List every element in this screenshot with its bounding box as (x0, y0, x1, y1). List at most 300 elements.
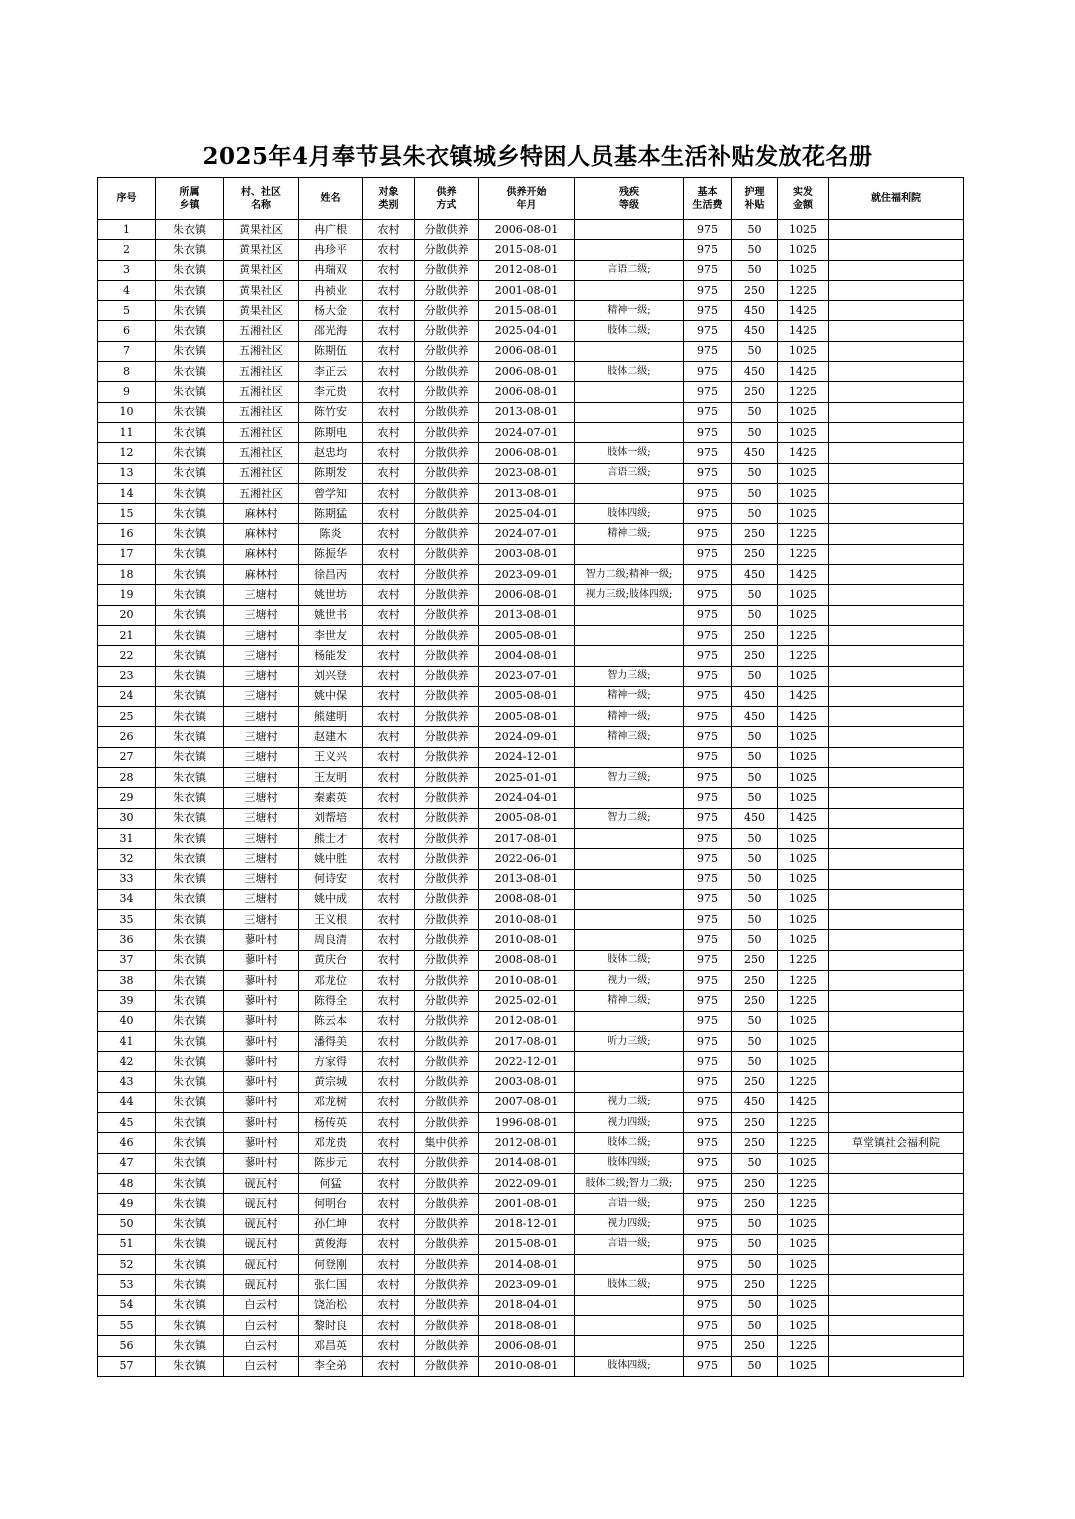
col-disability-cell: 肢体二级; (575, 1133, 684, 1153)
col-welfare-home-header (829, 178, 964, 220)
col-category-cell: 农村 (363, 788, 415, 808)
col-village-cell: 黄果社区 (224, 220, 299, 240)
col-category-cell: 农村 (363, 1011, 415, 1031)
col-basic-living-cell: 975 (684, 910, 732, 930)
col-basic-living-cell: 975 (684, 1275, 732, 1295)
col-category-cell: 农村 (363, 504, 415, 524)
col-basic-living-cell: 975 (684, 768, 732, 788)
col-start-date-cell: 2024-09-01 (479, 727, 575, 747)
col-village-cell: 砚瓦村 (224, 1214, 299, 1234)
col-town-cell: 朱衣镇 (156, 1356, 224, 1376)
col-basic-living-cell: 975 (684, 666, 732, 686)
col-name-cell: 熊士才 (299, 828, 363, 848)
table-row (98, 483, 964, 503)
col-town-cell: 朱衣镇 (156, 443, 224, 463)
table-row (98, 301, 964, 321)
col-welfare-home-cell (829, 362, 964, 382)
col-town-cell: 朱衣镇 (156, 1255, 224, 1275)
col-town-cell: 朱衣镇 (156, 341, 224, 361)
col-index-cell: 56 (98, 1336, 156, 1356)
col-index-cell: 10 (98, 402, 156, 422)
col-start-date-cell: 2006-08-01 (479, 585, 575, 605)
col-support-mode-cell: 分散供养 (415, 1092, 479, 1112)
col-welfare-home-cell (829, 565, 964, 585)
col-support-mode-cell: 分散供养 (415, 849, 479, 869)
col-town-cell: 朱衣镇 (156, 220, 224, 240)
table-row (98, 605, 964, 625)
col-basic-living-header (684, 178, 732, 220)
col-village-cell: 三塘村 (224, 788, 299, 808)
col-index-cell: 39 (98, 991, 156, 1011)
col-village-cell: 三塘村 (224, 910, 299, 930)
table-row (98, 991, 964, 1011)
col-village-cell: 麻林村 (224, 565, 299, 585)
header-label-line2: 等级 (619, 199, 639, 211)
col-village-cell: 白云村 (224, 1316, 299, 1336)
col-village-cell: 三塘村 (224, 889, 299, 909)
col-nursing-cell: 50 (732, 402, 778, 422)
col-disability-cell (575, 422, 684, 442)
col-support-mode-cell: 分散供养 (415, 666, 479, 686)
table-row (98, 260, 964, 280)
col-total-cell: 1025 (778, 666, 829, 686)
col-total-cell: 1025 (778, 1214, 829, 1234)
col-category-cell: 农村 (363, 1072, 415, 1092)
col-town-cell: 朱衣镇 (156, 625, 224, 645)
col-nursing-cell: 50 (732, 1316, 778, 1336)
col-town-cell: 朱衣镇 (156, 991, 224, 1011)
col-town-cell: 朱衣镇 (156, 970, 224, 990)
col-town-cell: 朱衣镇 (156, 1194, 224, 1214)
col-village-cell: 三塘村 (224, 686, 299, 706)
col-total-cell: 1425 (778, 301, 829, 321)
col-index-cell: 47 (98, 1153, 156, 1173)
col-index-cell: 53 (98, 1275, 156, 1295)
col-start-date-cell: 2022-12-01 (479, 1052, 575, 1072)
col-support-mode-cell: 分散供养 (415, 707, 479, 727)
table-row (98, 930, 964, 950)
col-index-cell: 41 (98, 1031, 156, 1051)
col-name-cell: 何猛 (299, 1173, 363, 1193)
col-index-cell: 18 (98, 565, 156, 585)
col-welfare-home-cell (829, 1234, 964, 1254)
table-row (98, 280, 964, 300)
col-welfare-home-cell (829, 768, 964, 788)
col-support-mode-cell: 分散供养 (415, 788, 479, 808)
col-support-mode-cell: 分散供养 (415, 1234, 479, 1254)
col-welfare-home-cell (829, 747, 964, 767)
col-nursing-cell: 250 (732, 625, 778, 645)
col-support-mode-header (415, 178, 479, 220)
col-category-cell: 农村 (363, 1031, 415, 1051)
col-total-cell: 1025 (778, 1234, 829, 1254)
col-support-mode-cell: 分散供养 (415, 1031, 479, 1051)
col-category-cell: 农村 (363, 646, 415, 666)
col-start-date-cell: 2006-08-01 (479, 1336, 575, 1356)
col-welfare-home-cell (829, 260, 964, 280)
col-disability-cell: 精神一级; (575, 707, 684, 727)
col-basic-living-cell: 975 (684, 260, 732, 280)
col-start-date-cell: 2025-04-01 (479, 504, 575, 524)
col-name-cell: 张仁国 (299, 1275, 363, 1295)
col-index-cell: 1 (98, 220, 156, 240)
col-basic-living-cell: 975 (684, 524, 732, 544)
col-category-cell: 农村 (363, 808, 415, 828)
header-label-line1: 姓名 (320, 193, 341, 204)
col-welfare-home-cell (829, 707, 964, 727)
col-support-mode-cell: 分散供养 (415, 524, 479, 544)
col-basic-living-cell: 975 (684, 301, 732, 321)
col-town-cell: 朱衣镇 (156, 321, 224, 341)
col-disability-cell: 精神一级; (575, 686, 684, 706)
col-start-date-cell: 2005-08-01 (479, 707, 575, 727)
col-basic-living-cell: 975 (684, 1214, 732, 1234)
col-start-date-cell: 2013-08-01 (479, 869, 575, 889)
col-basic-living-cell: 975 (684, 1092, 732, 1112)
col-basic-living-cell: 975 (684, 341, 732, 361)
col-category-cell: 农村 (363, 625, 415, 645)
col-category-cell: 农村 (363, 727, 415, 747)
col-index-cell: 4 (98, 280, 156, 300)
col-name-cell: 冉祯业 (299, 280, 363, 300)
col-start-date-cell: 2006-08-01 (479, 362, 575, 382)
col-town-cell: 朱衣镇 (156, 646, 224, 666)
col-village-cell: 砚瓦村 (224, 1194, 299, 1214)
col-village-cell: 黄果社区 (224, 280, 299, 300)
col-village-cell: 三塘村 (224, 808, 299, 828)
header-label-line2: 名称 (251, 199, 271, 211)
col-nursing-cell: 50 (732, 869, 778, 889)
col-start-date-cell: 2018-08-01 (479, 1316, 575, 1336)
col-name-cell: 何明台 (299, 1194, 363, 1214)
col-index-cell: 37 (98, 950, 156, 970)
col-disability-cell (575, 1052, 684, 1072)
header-label-line1: 基本 (697, 186, 718, 198)
col-village-cell: 三塘村 (224, 727, 299, 747)
col-town-cell: 朱衣镇 (156, 1295, 224, 1315)
col-name-cell: 黄庆台 (299, 950, 363, 970)
col-town-cell: 朱衣镇 (156, 402, 224, 422)
col-nursing-cell: 450 (732, 565, 778, 585)
col-welfare-home-cell (829, 504, 964, 524)
col-start-date-cell: 2005-08-01 (479, 808, 575, 828)
table-row (98, 910, 964, 930)
col-index-cell: 3 (98, 260, 156, 280)
col-total-cell: 1225 (778, 1113, 829, 1133)
col-basic-living-cell: 975 (684, 869, 732, 889)
col-start-date-cell: 2023-09-01 (479, 565, 575, 585)
col-village-cell: 五湘社区 (224, 443, 299, 463)
col-welfare-home-cell (829, 382, 964, 402)
col-village-cell: 砚瓦村 (224, 1234, 299, 1254)
col-basic-living-cell: 975 (684, 707, 732, 727)
table-row (98, 382, 964, 402)
col-basic-living-cell: 975 (684, 1295, 732, 1315)
col-total-cell: 1225 (778, 280, 829, 300)
col-welfare-home-cell (829, 930, 964, 950)
col-name-cell: 邓龙贵 (299, 1133, 363, 1153)
col-total-cell: 1025 (778, 1356, 829, 1376)
table-row (98, 220, 964, 240)
col-disability-cell: 智力二级;精神一级; (575, 565, 684, 585)
col-welfare-home-cell (829, 544, 964, 564)
col-nursing-cell: 250 (732, 1173, 778, 1193)
col-category-cell: 农村 (363, 1275, 415, 1295)
table-row (98, 707, 964, 727)
col-disability-cell: 精神一级; (575, 301, 684, 321)
col-start-date-cell: 2006-08-01 (479, 341, 575, 361)
col-support-mode-cell: 分散供养 (415, 544, 479, 564)
col-category-cell: 农村 (363, 910, 415, 930)
col-total-cell: 1025 (778, 1031, 829, 1051)
col-index-cell: 32 (98, 849, 156, 869)
col-name-cell: 陈步元 (299, 1153, 363, 1173)
col-name-cell: 黎时良 (299, 1316, 363, 1336)
col-town-cell: 朱衣镇 (156, 240, 224, 260)
col-support-mode-cell: 分散供养 (415, 1336, 479, 1356)
col-town-cell: 朱衣镇 (156, 768, 224, 788)
col-name-cell: 姚中胜 (299, 849, 363, 869)
header-label-line1: 实发 (793, 186, 813, 198)
table-row (98, 402, 964, 422)
col-category-cell: 农村 (363, 382, 415, 402)
col-support-mode-cell: 分散供养 (415, 504, 479, 524)
col-category-cell: 农村 (363, 1173, 415, 1193)
col-town-cell: 朱衣镇 (156, 1052, 224, 1072)
table-row (98, 808, 964, 828)
col-town-cell: 朱衣镇 (156, 1011, 224, 1031)
col-basic-living-cell: 975 (684, 280, 732, 300)
col-name-cell: 孙仁坤 (299, 1214, 363, 1234)
col-total-cell: 1025 (778, 483, 829, 503)
col-basic-living-cell: 975 (684, 1153, 732, 1173)
col-support-mode-cell: 分散供养 (415, 1214, 479, 1234)
col-disability-cell: 精神二级; (575, 524, 684, 544)
col-name-cell: 潘得美 (299, 1031, 363, 1051)
col-start-date-cell: 2023-08-01 (479, 463, 575, 483)
table-row (98, 565, 964, 585)
col-nursing-cell: 450 (732, 686, 778, 706)
col-village-cell: 黄果社区 (224, 260, 299, 280)
col-start-date-cell: 2023-07-01 (479, 666, 575, 686)
col-start-date-cell: 2024-07-01 (479, 524, 575, 544)
col-basic-living-cell: 975 (684, 788, 732, 808)
col-disability-cell (575, 605, 684, 625)
col-name-cell: 姚中成 (299, 889, 363, 909)
col-basic-living-cell: 975 (684, 1173, 732, 1193)
col-support-mode-cell: 分散供养 (415, 970, 479, 990)
col-name-cell: 王友明 (299, 768, 363, 788)
col-disability-cell (575, 1255, 684, 1275)
col-name-cell: 饶治松 (299, 1295, 363, 1315)
col-name-cell: 姚世坊 (299, 585, 363, 605)
col-welfare-home-cell (829, 1173, 964, 1193)
col-category-cell: 农村 (363, 1052, 415, 1072)
col-disability-cell: 视力一级; (575, 970, 684, 990)
col-index-cell: 16 (98, 524, 156, 544)
col-name-cell: 李世友 (299, 625, 363, 645)
col-village-cell: 麻林村 (224, 544, 299, 564)
col-total-cell: 1425 (778, 707, 829, 727)
col-town-cell: 朱衣镇 (156, 1275, 224, 1295)
col-name-cell: 陈期发 (299, 463, 363, 483)
col-disability-cell: 肢体四级; (575, 1356, 684, 1376)
col-total-cell: 1025 (778, 869, 829, 889)
col-start-date-cell: 2001-08-01 (479, 1194, 575, 1214)
table-row (98, 422, 964, 442)
col-start-date-cell: 2010-08-01 (479, 910, 575, 930)
col-welfare-home-cell (829, 483, 964, 503)
col-nursing-cell: 250 (732, 1275, 778, 1295)
col-name-cell: 姚世书 (299, 605, 363, 625)
table-row (98, 341, 964, 361)
col-welfare-home-cell (829, 849, 964, 869)
col-total-cell: 1425 (778, 362, 829, 382)
col-name-header (299, 178, 363, 220)
col-index-cell: 45 (98, 1113, 156, 1133)
col-welfare-home-cell (829, 585, 964, 605)
col-nursing-cell: 50 (732, 463, 778, 483)
col-nursing-cell: 50 (732, 1356, 778, 1376)
col-nursing-cell: 250 (732, 991, 778, 1011)
col-town-cell: 朱衣镇 (156, 707, 224, 727)
col-basic-living-cell: 975 (684, 1316, 732, 1336)
col-index-cell: 40 (98, 1011, 156, 1031)
col-index-cell: 9 (98, 382, 156, 402)
col-basic-living-cell: 975 (684, 1031, 732, 1051)
col-nursing-cell: 50 (732, 422, 778, 442)
col-town-cell: 朱衣镇 (156, 788, 224, 808)
col-name-cell: 李正云 (299, 362, 363, 382)
table-row (98, 849, 964, 869)
table-row (98, 727, 964, 747)
col-support-mode-cell: 分散供养 (415, 869, 479, 889)
col-start-date-cell: 2003-08-01 (479, 544, 575, 564)
col-town-cell: 朱衣镇 (156, 524, 224, 544)
col-nursing-header (732, 178, 778, 220)
col-welfare-home-cell (829, 280, 964, 300)
col-town-cell: 朱衣镇 (156, 544, 224, 564)
col-village-cell: 五湘社区 (224, 483, 299, 503)
col-index-cell: 38 (98, 970, 156, 990)
col-start-date-cell: 2006-08-01 (479, 220, 575, 240)
col-index-cell: 43 (98, 1072, 156, 1092)
col-index-cell: 2 (98, 240, 156, 260)
col-village-cell: 蓼叶村 (224, 1092, 299, 1112)
col-town-cell: 朱衣镇 (156, 1072, 224, 1092)
col-town-cell: 朱衣镇 (156, 747, 224, 767)
table-row (98, 1316, 964, 1336)
col-village-cell: 蓼叶村 (224, 1011, 299, 1031)
table-row (98, 950, 964, 970)
col-welfare-home-cell (829, 321, 964, 341)
col-welfare-home-cell (829, 341, 964, 361)
col-total-cell: 1025 (778, 1052, 829, 1072)
col-index-cell: 34 (98, 889, 156, 909)
col-nursing-cell: 250 (732, 280, 778, 300)
col-support-mode-cell: 分散供养 (415, 686, 479, 706)
col-village-cell: 蓼叶村 (224, 970, 299, 990)
col-town-cell: 朱衣镇 (156, 382, 224, 402)
col-category-cell: 农村 (363, 341, 415, 361)
col-nursing-cell: 50 (732, 1011, 778, 1031)
table-row (98, 1356, 964, 1376)
col-category-cell: 农村 (363, 869, 415, 889)
col-total-cell: 1025 (778, 605, 829, 625)
col-category-cell: 农村 (363, 280, 415, 300)
col-start-date-cell: 2010-08-01 (479, 1356, 575, 1376)
col-nursing-cell: 250 (732, 1113, 778, 1133)
col-support-mode-cell: 分散供养 (415, 1052, 479, 1072)
col-start-date-cell: 2022-06-01 (479, 849, 575, 869)
col-support-mode-cell: 分散供养 (415, 910, 479, 930)
col-town-cell: 朱衣镇 (156, 301, 224, 321)
col-start-date-cell: 2024-07-01 (479, 422, 575, 442)
col-start-date-cell: 2014-08-01 (479, 1255, 575, 1275)
col-support-mode-cell: 分散供养 (415, 828, 479, 848)
col-start-date-cell: 2013-08-01 (479, 605, 575, 625)
col-support-mode-cell: 分散供养 (415, 260, 479, 280)
col-index-cell: 5 (98, 301, 156, 321)
table-row (98, 544, 964, 564)
col-basic-living-cell: 975 (684, 321, 732, 341)
col-start-date-cell: 2006-08-01 (479, 382, 575, 402)
col-index-cell: 54 (98, 1295, 156, 1315)
col-name-cell: 方家得 (299, 1052, 363, 1072)
col-nursing-cell: 250 (732, 544, 778, 564)
col-welfare-home-cell (829, 625, 964, 645)
col-disability-cell (575, 220, 684, 240)
col-disability-cell: 肢体二级; (575, 362, 684, 382)
col-nursing-cell: 450 (732, 362, 778, 382)
table-row (98, 1133, 964, 1153)
col-total-cell: 1425 (778, 1092, 829, 1112)
col-support-mode-cell: 分散供养 (415, 646, 479, 666)
col-index-cell: 49 (98, 1194, 156, 1214)
col-village-cell: 三塘村 (224, 828, 299, 848)
table-row (98, 1295, 964, 1315)
col-name-cell: 邓龙树 (299, 1092, 363, 1112)
table-row (98, 1153, 964, 1173)
col-town-cell: 朱衣镇 (156, 1031, 224, 1051)
col-village-cell: 五湘社区 (224, 402, 299, 422)
col-total-cell: 1025 (778, 727, 829, 747)
col-support-mode-cell: 分散供养 (415, 1255, 479, 1275)
col-name-cell: 黄俊海 (299, 1234, 363, 1254)
col-town-cell: 朱衣镇 (156, 483, 224, 503)
col-index-cell: 50 (98, 1214, 156, 1234)
col-total-cell: 1225 (778, 382, 829, 402)
col-basic-living-cell: 975 (684, 1072, 732, 1092)
col-village-cell: 三塘村 (224, 849, 299, 869)
col-village-cell: 麻林村 (224, 524, 299, 544)
header-label-line2: 方式 (436, 199, 457, 211)
col-basic-living-cell: 975 (684, 422, 732, 442)
col-total-cell: 1225 (778, 991, 829, 1011)
col-village-cell: 三塘村 (224, 869, 299, 889)
col-category-cell: 农村 (363, 686, 415, 706)
table-row (98, 1031, 964, 1051)
table-row (98, 1234, 964, 1254)
col-support-mode-cell: 分散供养 (415, 402, 479, 422)
col-total-cell: 1425 (778, 686, 829, 706)
col-total-cell: 1225 (778, 625, 829, 645)
col-category-cell: 农村 (363, 1194, 415, 1214)
col-disability-cell (575, 341, 684, 361)
col-disability-cell (575, 1316, 684, 1336)
col-town-cell: 朱衣镇 (156, 930, 224, 950)
col-total-cell: 1225 (778, 970, 829, 990)
